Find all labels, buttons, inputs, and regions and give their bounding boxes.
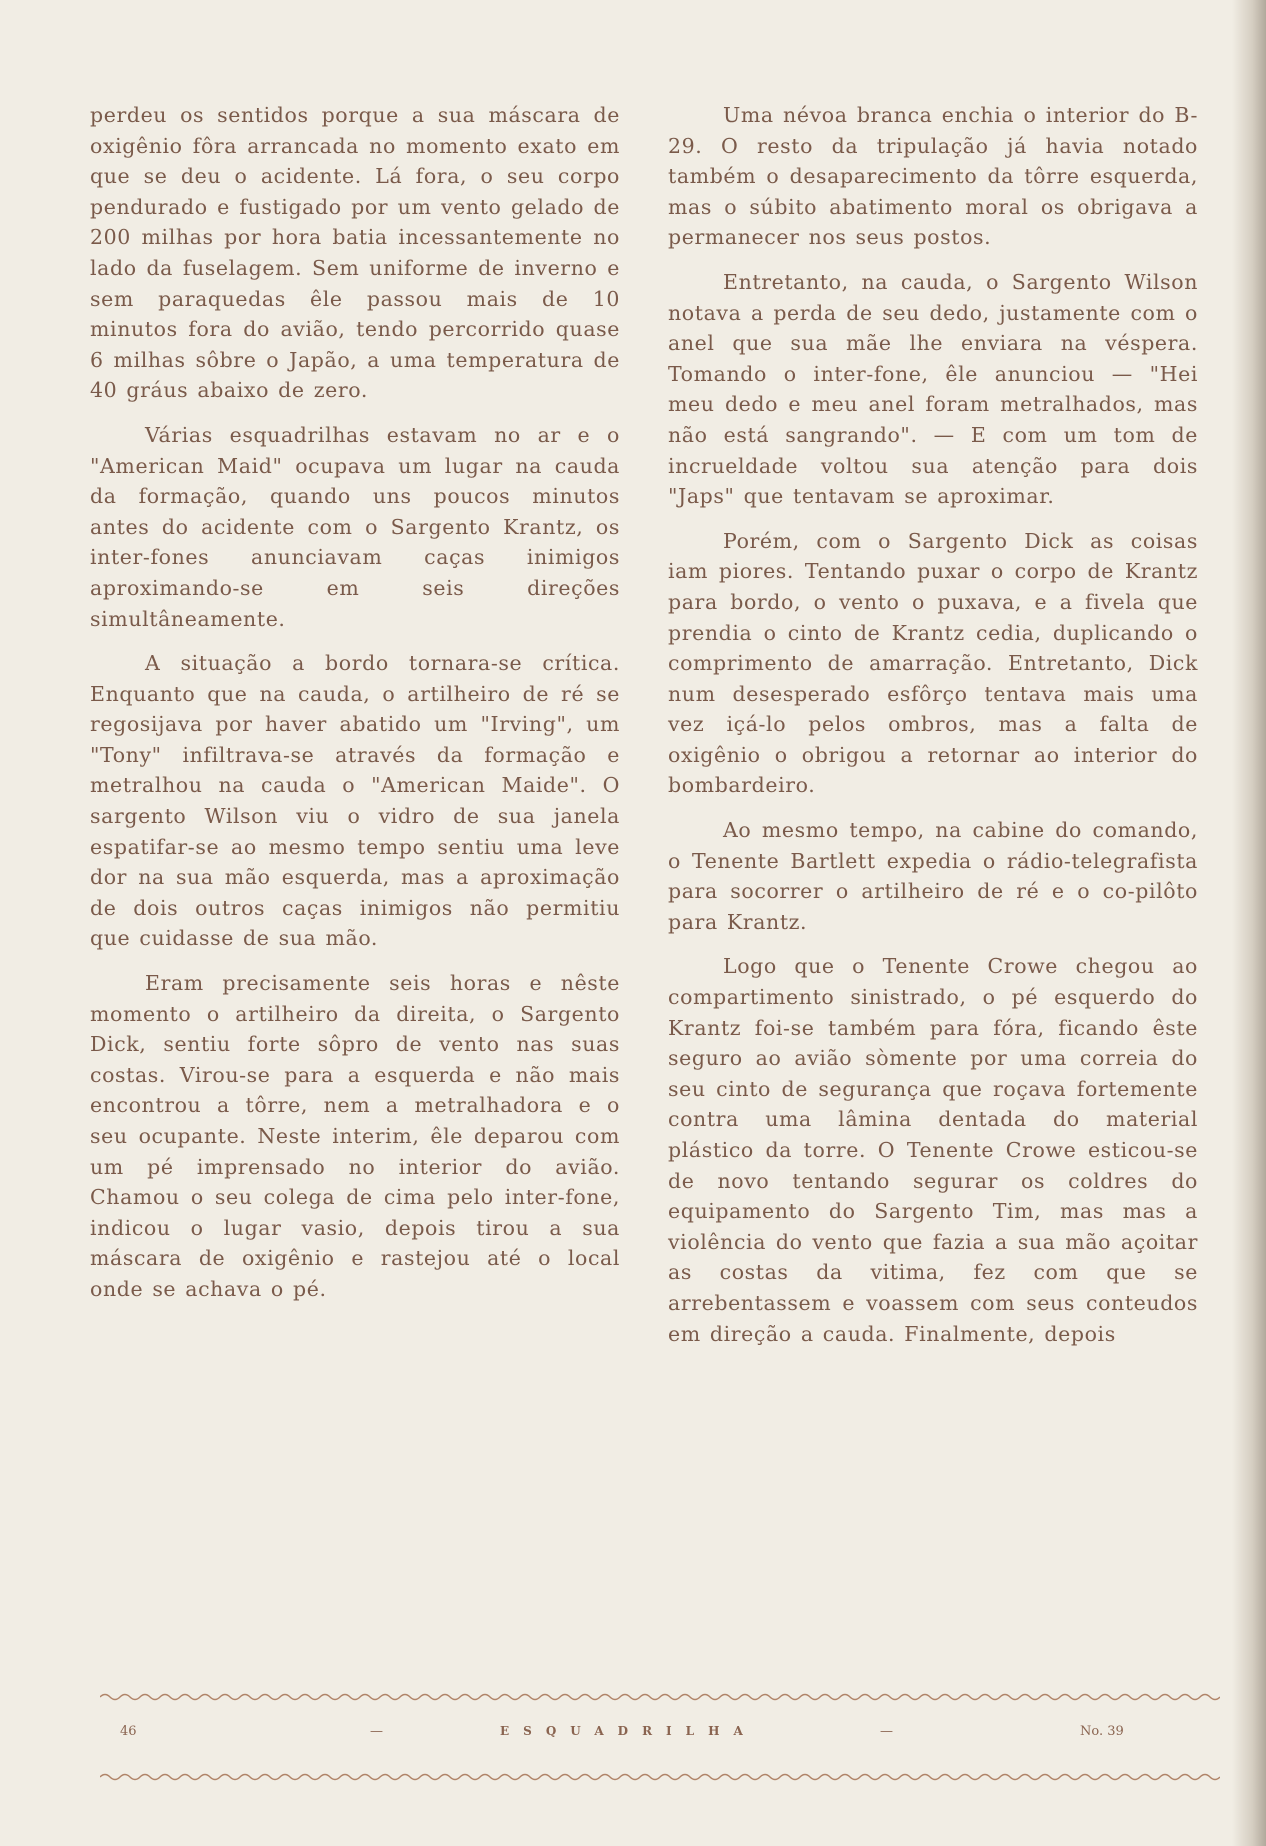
footer-row [100,1722,1220,1748]
issue-number: No. 39 [1080,1724,1124,1739]
page-edge-shadow [1232,0,1266,1846]
article-paragraph: Porém, com o Sargento Dick as coisas iam piores. Tentando puxar o corpo de Krantz para bordo, o vento o puxava, e a fivela que prendia o cinto de Krantz cedia, duplicando o comprimento de amarração. Entretanto, Dick num desesperado esfôrço tentava mais uma vez içá-lo pelos ombros, mas a falta de oxigênio o obrigou a retornar ao interior do bombardeiro. [668,528,1198,798]
article-paragraph: Várias esquadrilhas estavam no ar e o "American Maid" ocupava um lugar na cauda da formação, quando uns poucos minutos antes do acidente com o Sargento Krantz, os inter-fones anunciavam caças inimigos aproximando-se em seis direções simultâneamente. [90,422,620,631]
page-footer [100,1692,1220,1802]
magazine-name: ESQUADRILHA [500,1724,757,1738]
right-column [668,100,1198,1363]
article-paragraph: perdeu os sentidos porque a sua máscara de oxigênio fôra arrancada no momento exato em que se deu o acidente. Lá fora, o seu corpo pendurado e fustigado por um vento gelado de 200 milhas por hora batia incessantemente no lado da fuselagem. Sem uniforme de inverno e sem paraquedas êle passou mais de 10 minutos fora do avião, tendo percorrido quase 6 milhas sôbre o Japão, a uma temperatura de 40 gráus abaixo de zero. [90,103,620,403]
footer-dash: — [370,1724,383,1739]
article-paragraph: Logo que o Tenente Crowe chegou ao compartimento sinistrado, o pé esquerdo do Krantz foi-se também para fóra, ficando êste seguro ao avião sòmente por uma correia do seu cinto de segurança que roçava fortemente contra uma lâmina dentada do material plástico da torre. O Tenente Crowe esticou-se de novo tentando segurar os coldres do equipamento do Sargento Tim, mas mas a violência do vento que fazia a sua mão açoitar as costas da vitima, fez com que se arrebentassem e voassem com seus conteudos em direção a cauda. Finalmente, depois [668,954,1198,1346]
ornament-wave-top [100,1692,1220,1702]
article-paragraph: Ao mesmo tempo, na cabine do comando, o Tenente Bartlett expedia o rádio-telegrafista para socorrer o artilheiro de ré e o co-pilôto para Krantz. [668,818,1198,934]
article-paragraph: Entretanto, na cauda, o Sargento Wilson notava a perda de seu dedo, justamente com o anel que sua mãe lhe enviara na véspera. Tomando o inter-fone, êle anunciou — "Hei meu dedo e meu anel foram metralhados, mas não está sangrando". — E com um tom de incrueldade voltou sua atenção para dois "Japs" que tentavam se aproximar. [668,269,1198,509]
article-paragraph: Eram precisamente seis horas e nêste momento o artilheiro da direita, o Sargento Dick, sentiu forte sôpro de vento nas suas costas. Virou-se para a esquerda e não mais encontrou a tôrre, nem a metralhadora e o seu ocupante. Neste interim, êle deparou com um pé imprensado no interior do avião. Chamou o seu colega de cima pelo inter-fone, indicou o lugar vasio, depois tirou a sua máscara de oxigênio e rastejou até o local onde se achava o pé. [90,971,620,1301]
footer-dash: — [880,1724,893,1739]
article-paragraph: Uma névoa branca enchia o interior do B-29. O resto da tripulação já havia notado também o desaparecimento da tôrre esquerda, mas o súbito abatimento moral os obrigava a permanecer nos seus postos. [668,103,1198,250]
ornament-wave-bottom [100,1772,1220,1782]
page-number: 46 [120,1724,137,1739]
article-paragraph: A situação a bordo tornara-se crítica. Enquanto que na cauda, o artilheiro de ré se regosijava por haver abatido um "Irving", um "Tony" infiltrava-se através da formação e metralhou na cauda o "American Maide". O sargento Wilson viu o vidro de sua janela espatifar-se ao mesmo tempo sentiu uma leve dor na sua mão esquerda, mas a aproximação de dois outros caças inimigos não permitiu que cuidasse de sua mão. [90,651,620,951]
left-column [90,100,620,1319]
